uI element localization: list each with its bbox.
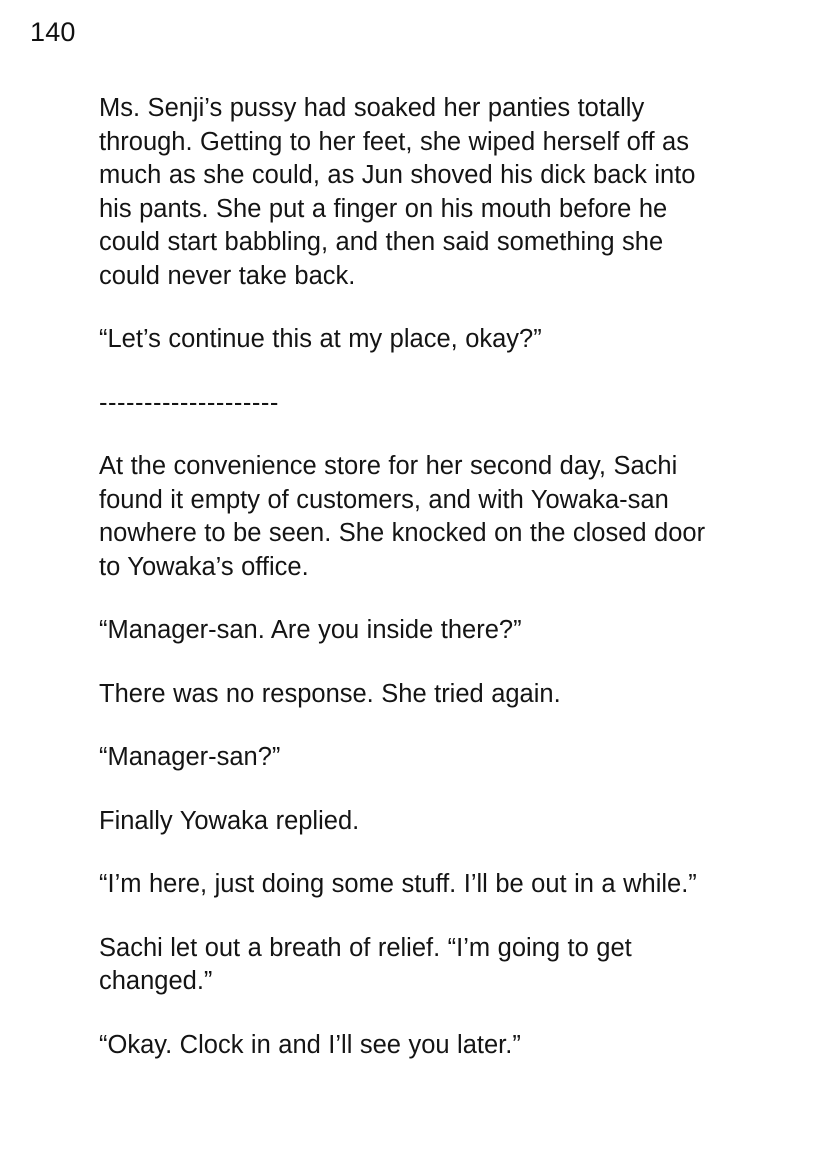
scene-break-divider: -------------------- [99, 388, 279, 417]
paragraph-dialogue: “Okay. Clock in and I’ll see you later.” [99, 1030, 521, 1059]
page-body-text [99, 92, 719, 1062]
paragraph-dialogue: “Manager-san?” [99, 743, 281, 771]
paragraph-dialogue: “I’m here, just doing some stuff. I’ll be out in a while.” [99, 870, 697, 898]
paragraph-dialogue: “Let’s continue this at my place, okay?” [99, 325, 542, 353]
page-number: 140 [30, 17, 76, 47]
paragraph: At the convenience store for her second day, Sachi found it empty of customers, and with Yowaka-san nowhere to be seen. She knocked on the closed door to Yowaka’s office. [99, 452, 706, 581]
paragraph: Ms. Senji’s pussy had soaked her panties totally through. Getting to her feet, she wiped herself off as much as she could, as Jun shoved his dick back into his pants. She put a finger on his mouth before he could start babbling, and then said something she could never take back. [99, 94, 696, 290]
paragraph: Sachi let out a breath of relief. “I’m going to get changed.” [99, 933, 632, 995]
paragraph-dialogue: “Manager-san. Are you inside there?” [99, 616, 522, 644]
paragraph: There was no response. She tried again. [99, 679, 561, 708]
paragraph: Finally Yowaka replied. [99, 806, 360, 835]
